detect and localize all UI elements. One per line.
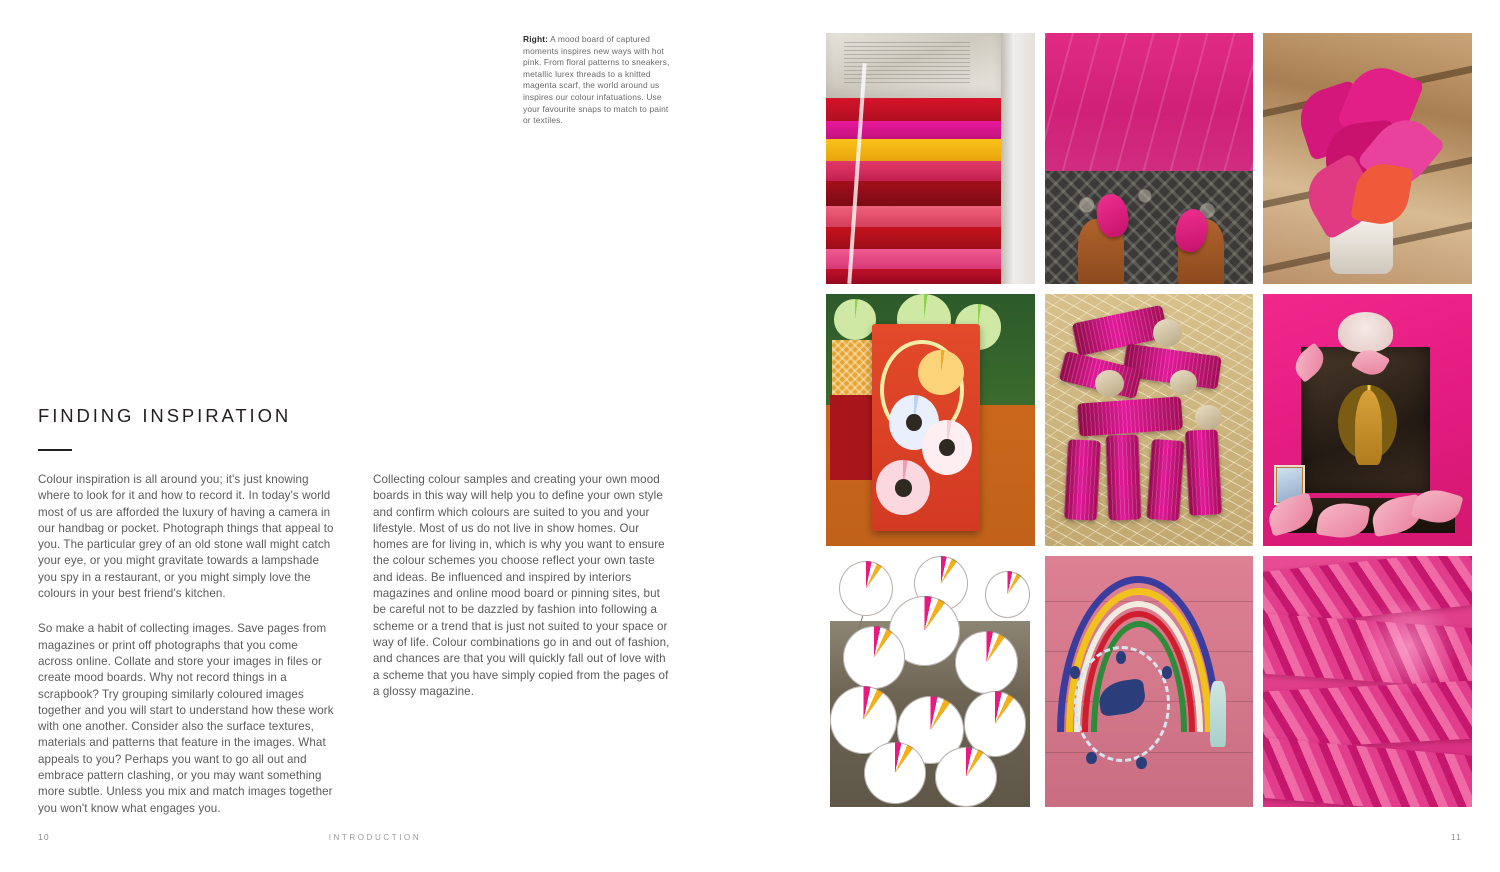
photo-image (1263, 556, 1472, 807)
mood-board-photo-grid (826, 33, 1472, 807)
highlight-detail (1359, 596, 1459, 697)
paragraph: Collecting colour samples and creating your own mood boards in this way will help you to define your own style and confirm which colours are suited to you and your lifestyle. Most of us do not live in show homes. Our homes are for living in, which is why you want to ensure the colour schemes you choose reflect your own taste and ideas. Be influenced and inspired by interiors magazines and online mood board or pinning sites, but be careful not to be dazzled by fashion into following a scheme or a trend that is just not suited to your space or way of life. Colour combinations go in and out of fashion, and chances are that you will quickly fall out of love with a scheme that you have simply copied from the pages of a glossy magazine. (373, 473, 670, 698)
photo-dyed-fabric-stack (826, 33, 1035, 284)
fabric-band (826, 269, 1001, 284)
painted-dot-detail (1162, 666, 1172, 679)
painted-sunflower-detail (918, 350, 964, 395)
photo-paper-pinwheels (826, 556, 1035, 807)
photo-pink-wool-roving (1263, 556, 1472, 807)
thread-spool-detail (1063, 439, 1101, 521)
body-column-one (38, 472, 335, 817)
wall-detail (999, 33, 1034, 284)
painted-dot-detail (1070, 666, 1080, 679)
photo-rainbow-mural (1045, 556, 1254, 807)
spool-end-detail (1170, 370, 1197, 395)
caption-lead-in: Right: (523, 34, 549, 44)
photo-image (1263, 33, 1472, 284)
pinwheel-detail (839, 561, 893, 616)
pinwheel-detail (864, 742, 927, 805)
painted-dot-detail (1086, 752, 1096, 765)
photo-image (1045, 294, 1254, 545)
photo-pink-wall-shrine (1263, 294, 1472, 545)
photo-image (826, 33, 1035, 284)
caption-text: A mood board of captured moments inspires new ways with hot pink. From floral patterns to sneakers, metallic lurex threads to a knitted magenta scarf, the world around us inspires our colour infatuations. Use your favourite snaps to match to paint or textiles. (523, 34, 670, 126)
photo-lurex-thread-spools (1045, 294, 1254, 545)
fabric-band (826, 161, 1001, 181)
pinwheel-detail (843, 626, 906, 689)
body-column-two (373, 472, 670, 817)
painted-daisy-detail (922, 420, 972, 475)
running-head: INTRODUCTION (328, 833, 422, 842)
photo-pink-door-sneakers (1045, 33, 1254, 284)
photo-image (826, 294, 1035, 545)
thread-spool-detail (1106, 435, 1142, 522)
pinwheel-detail (985, 571, 1031, 619)
photo-image (826, 556, 1035, 807)
paragraph: Colour inspiration is all around you; it's just knowing where to look for it and how to record it. In today's world most of us are afforded the luxury of having a camera in our handbag or pocket. Photograph things that appeal to you. The particular grey of an old stone wall might catch your eye, or you might gravitate towards a lampshade you spy in a restaurant, or you might simply love the colours in your best friend's kitchen. (38, 473, 334, 601)
page-number-left: 10 (38, 832, 50, 842)
painted-bottle-detail (1210, 681, 1227, 746)
page-title: FINDING INSPIRATION (38, 405, 292, 426)
photo-bougainvillea-pot (1263, 33, 1472, 284)
body-columns (38, 472, 670, 817)
pinwheel-detail (935, 747, 998, 807)
page-number-right: 11 (1450, 832, 1462, 842)
painted-dot-detail (1136, 757, 1146, 770)
spool-end-detail (1195, 405, 1222, 430)
newspaper-detail (826, 33, 1001, 98)
painted-sunflower-detail (834, 299, 876, 339)
pinwheel-detail (955, 631, 1018, 694)
fabric-band (826, 98, 1001, 121)
thread-spool-detail (1146, 439, 1185, 522)
pink-door-detail (1045, 33, 1254, 171)
fabric-band (826, 121, 1001, 139)
photo-image (1263, 294, 1472, 545)
virgin-statue-detail (1355, 390, 1382, 465)
photo-image (1045, 556, 1254, 807)
wool-braid-detail (1263, 735, 1472, 807)
photo-caption (523, 34, 673, 127)
painted-dot-detail (1116, 651, 1126, 664)
right-page (750, 0, 1500, 872)
paragraph: So make a habit of collecting images. Save pages from magazines or print off photographs that you come across online. Collate and store your images in files or create mood boards. Why not record things in a scrapbook? Try grouping similarly coloured images together and you will start to understand how these work with one another. Consider also the surface textures, materials and patterns that feature in the images. What appeals to you? Perhaps you want to go all out and embrace pattern clashing, or you may want something more subtle. Unless you mix and match images together you won't know what engages you. (38, 622, 334, 815)
angel-figure-detail (1338, 312, 1392, 352)
photo-image (1045, 33, 1254, 284)
spool-end-detail (1095, 370, 1124, 398)
thread-spool-detail (1184, 429, 1222, 516)
fabric-band (826, 139, 1001, 162)
heading-block (38, 405, 368, 451)
photo-painted-floral-panel (826, 294, 1035, 545)
heading-rule (38, 449, 72, 451)
